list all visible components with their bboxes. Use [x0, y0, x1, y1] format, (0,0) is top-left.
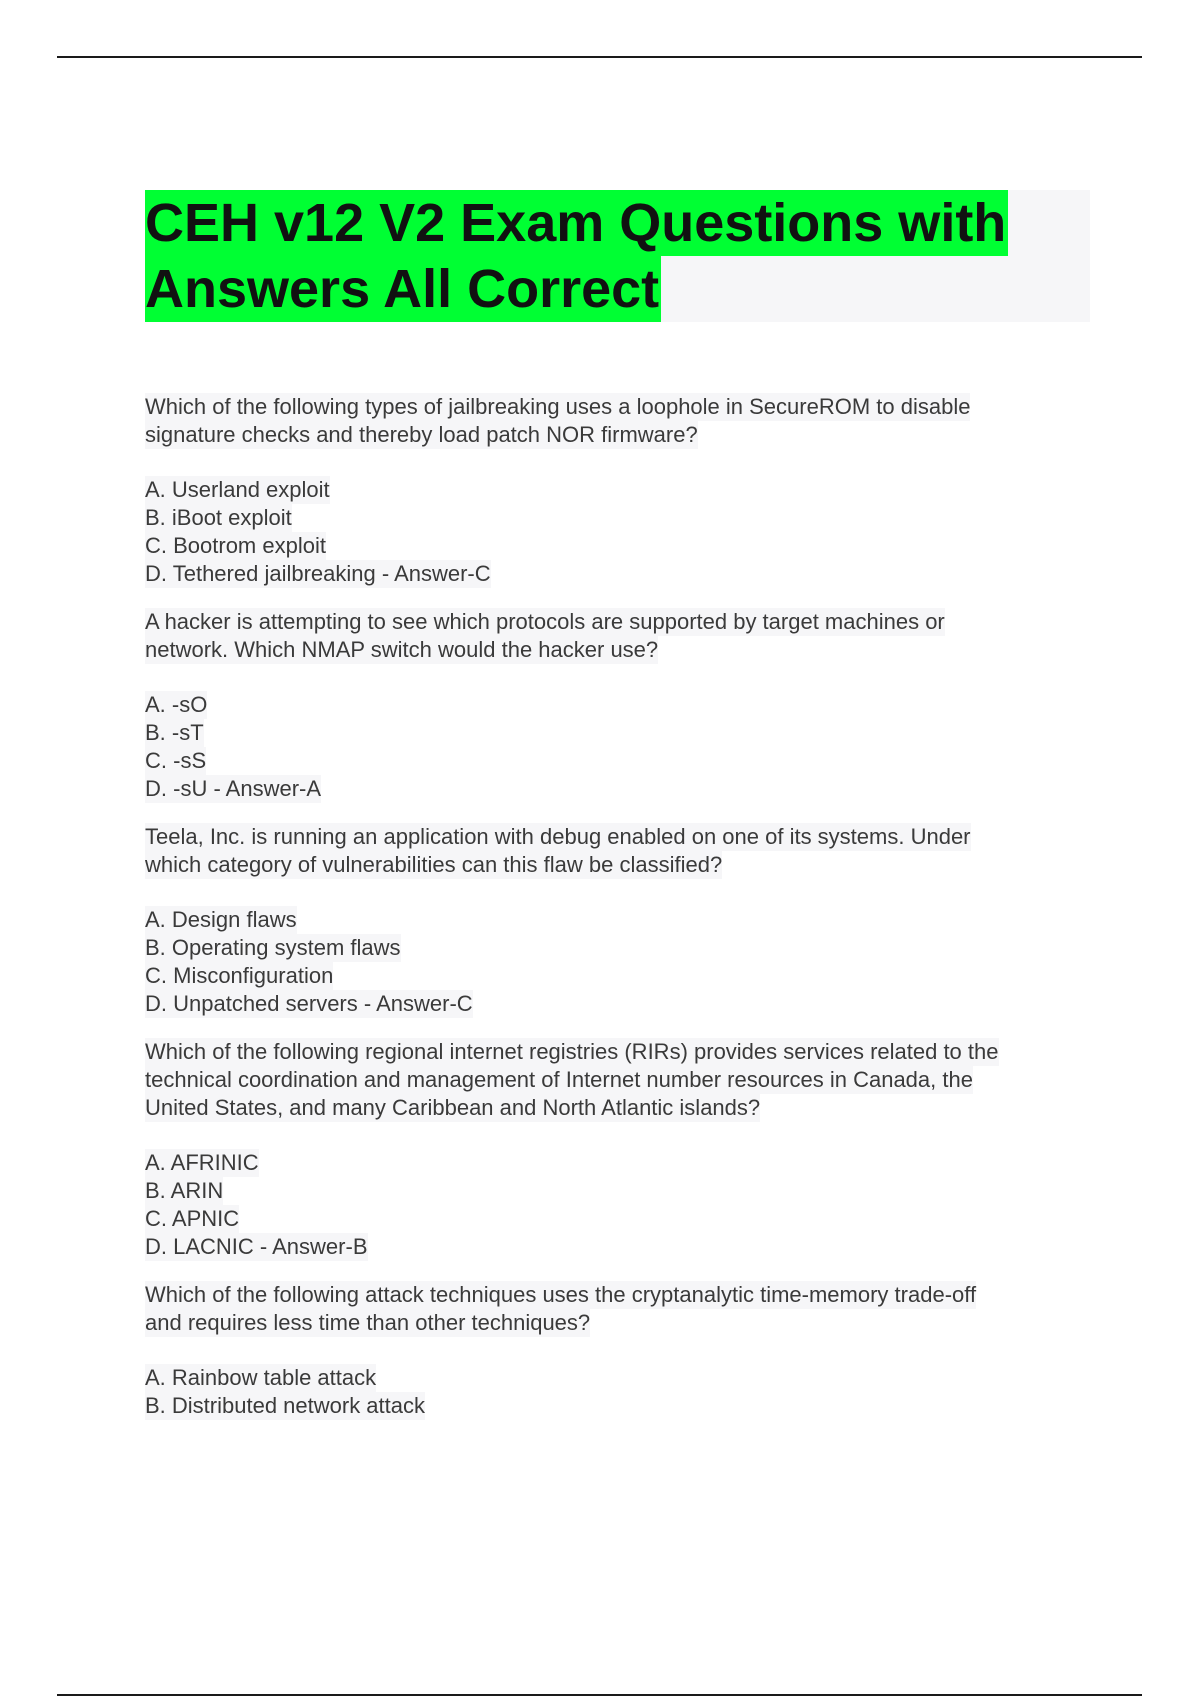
question-text [145, 1038, 1105, 1122]
answer-option: C. -sS [145, 748, 207, 773]
answer-option: D. -sU - Answer-A [145, 776, 322, 801]
answer-option: A. -sO [145, 692, 208, 717]
question-block [145, 823, 1105, 1018]
header-divider [57, 56, 1142, 58]
answer-option: B. -sT [145, 720, 204, 745]
questions-list [145, 393, 1105, 1440]
answer-option: D. LACNIC - Answer-B [145, 1234, 368, 1259]
answer-option: C. Misconfiguration [145, 963, 334, 988]
answer-option: B. iBoot exploit [145, 505, 292, 530]
answer-options [145, 1149, 1105, 1261]
question-block [145, 1281, 1105, 1420]
question-block [145, 393, 1105, 588]
page-title-line-1: CEH v12 V2 Exam Questions with [145, 190, 1008, 256]
question-text [145, 393, 1105, 449]
question-line: which category of vulnerabilities can this flaw be classified? [145, 852, 723, 877]
question-block [145, 608, 1105, 803]
footer-divider [57, 1694, 1142, 1696]
answer-options [145, 476, 1105, 588]
answer-option: D. Tethered jailbreaking - Answer-C [145, 561, 491, 586]
answer-option: A. Design flaws [145, 907, 297, 932]
question-block [145, 1038, 1105, 1261]
question-text [145, 823, 1105, 879]
question-line: technical coordination and management of Internet number resources in Canada, the [145, 1067, 973, 1092]
answer-option: B. Operating system flaws [145, 935, 401, 960]
question-line: Teela, Inc. is running an application with debug enabled on one of its systems. Under [145, 824, 971, 849]
answer-option: C. APNIC [145, 1206, 240, 1231]
question-line: United States, and many Caribbean and North Atlantic islands? [145, 1095, 761, 1120]
question-line: Which of the following types of jailbreaking uses a loophole in SecureROM to disable [145, 394, 971, 419]
page-title-line-2: Answers All Correct [145, 256, 661, 322]
answer-option: C. Bootrom exploit [145, 533, 326, 558]
question-line: Which of the following regional internet registries (RIRs) provides services related to the [145, 1039, 999, 1064]
answer-option: A. Userland exploit [145, 477, 330, 502]
question-text [145, 1281, 1105, 1337]
question-line: network. Which NMAP switch would the hacker use? [145, 637, 659, 662]
answer-option: B. ARIN [145, 1178, 224, 1203]
question-line: and requires less time than other techniques? [145, 1310, 591, 1335]
answer-options [145, 906, 1105, 1018]
question-line: A hacker is attempting to see which protocols are supported by target machines or [145, 609, 945, 634]
answer-option: D. Unpatched servers - Answer-C [145, 991, 473, 1016]
answer-options [145, 691, 1105, 803]
question-line: Which of the following attack techniques uses the cryptanalytic time-memory trade-off [145, 1282, 977, 1307]
answer-options [145, 1364, 1105, 1420]
answer-option: A. AFRINIC [145, 1150, 259, 1175]
answer-option: A. Rainbow table attack [145, 1365, 377, 1390]
question-text [145, 608, 1105, 664]
answer-option: B. Distributed network attack [145, 1393, 426, 1418]
question-line: signature checks and thereby load patch NOR firmware? [145, 422, 698, 447]
